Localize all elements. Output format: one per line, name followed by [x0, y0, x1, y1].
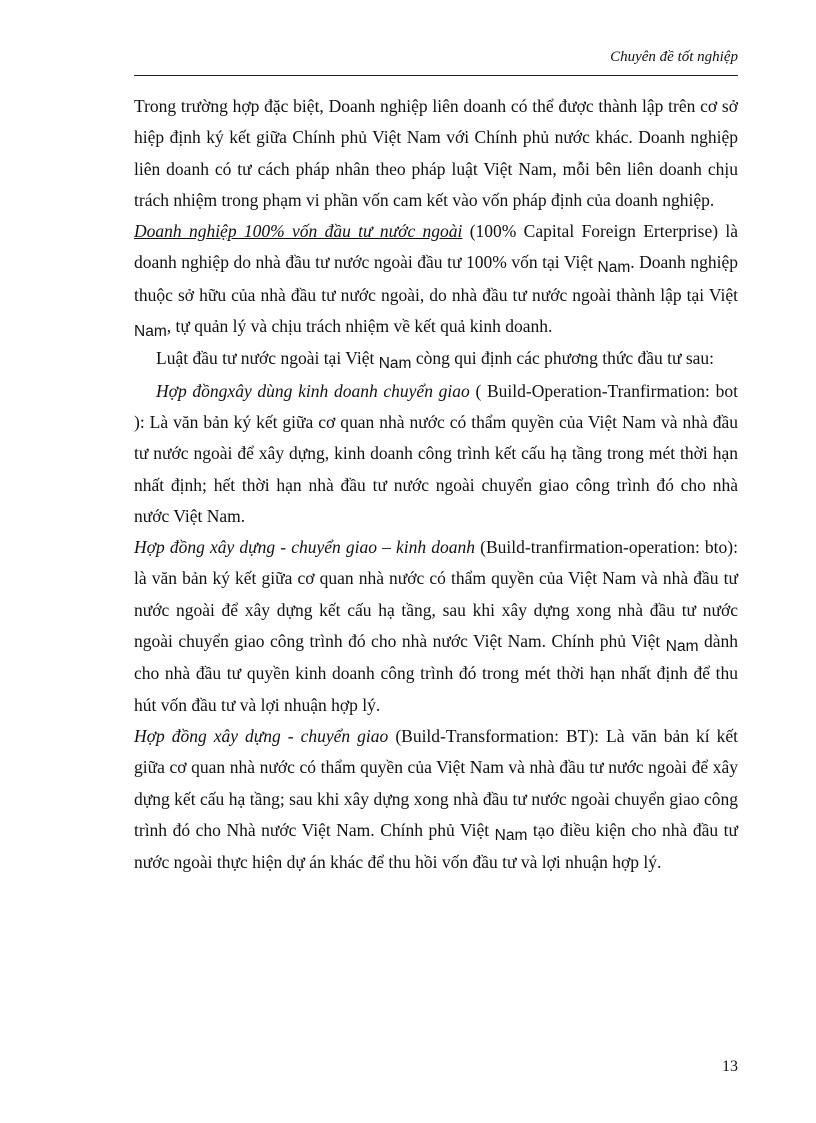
- running-header: Chuyên đề tốt nghiệp: [610, 49, 738, 65]
- country-word: Nam: [494, 826, 528, 844]
- document-body: [134, 91, 738, 878]
- paragraph-joint-venture: [134, 91, 738, 216]
- paragraph-text: ( Build-Operation-Tranfirmation: bot ): Là văn bản ký kết giữa cơ quan nhà nước có thẩm quyền của Việt Nam và nhà đầu tư nước ngoài để xây dựng, kinh doanh công trình kết cấu hạ tầng trong mét thời hạn nhất định; hết thời hạn nhà đầu tư nước ngoài chuyển giao công trình đó cho nhà nước Việt Nam.: [134, 380, 738, 526]
- paragraph-text: tạo điều kiện cho nhà đầu tư nước ngoài thực hiện dự án khác để thu hồi vốn đầu tư và lợi nhuận hợp lý.: [134, 819, 738, 873]
- page-number: 13: [722, 1058, 738, 1075]
- paragraph-text: Trong trường hợp đặc biệt, Doanh nghiệp liên doanh có thể được thành lập trên cơ sở hiệp định ký kết giữa Chính phủ Việt Nam với Chính phủ nước khác. Doanh nghiệp liên doanh có tư cách pháp nhân theo pháp luật Việt Nam, mỗi bên liên doanh chịu trách nhiệm trong phạm vi phần vốn cam kết vào vốn pháp định của doanh nghiệp.: [134, 96, 738, 210]
- paragraph-bt-contract: [134, 721, 738, 878]
- paragraph-text: (100% Capital Foreign Erterprise) là doanh nghiệp do nhà đầu tư nước ngoài đầu tư 100% vốn tại Việt: [134, 221, 738, 273]
- term-bot-contract: Hợp đồngxây dùng kinh doanh chuyển giao: [156, 380, 470, 401]
- term-foreign-enterprise: Doanh nghiệp 100% vốn đầu tư nước ngoài: [134, 221, 463, 242]
- paragraph-text: dành cho nhà đầu tư quyền kinh doanh công trình đó trong mét thời hạn nhất định để thu hút vốn đầu tư và lợi nhuận hợp lý.: [134, 631, 738, 715]
- paragraph-text: (Build-Transformation: BT): Là văn bản kí kết giữa cơ quan nhà nước có thẩm quyền của Việt Nam và nhà đầu tư nước ngoài để xây dựng kết cấu hạ tầng; sau khi xây dựng xong nhà đầu tư nước ngoài chuyển giao công trình đó cho Nhà nước Việt Nam. Chính phủ Việt: [134, 725, 738, 840]
- paragraph-foreign-enterprise: [134, 216, 738, 343]
- term-bto-contract: Hợp đồng xây dựng - chuyển giao – kinh doanh: [134, 537, 476, 558]
- paragraph-text: . Doanh nghiệp thuộc sở hữu của nhà đầu tư nước ngoài, do nhà đầu tư nước ngoài thành lập tại Việt: [134, 252, 738, 305]
- paragraph-text: còng qui định các phương thức đầu tư sau:: [411, 348, 715, 369]
- term-bt-contract: Hợp đồng xây dựng - chuyển giao: [134, 725, 389, 746]
- country-word: Nam: [378, 355, 412, 373]
- paragraph-bto-contract: [134, 532, 738, 721]
- country-word: Nam: [665, 638, 699, 656]
- country-word: Nam: [597, 259, 631, 277]
- paragraph-bot-contract: [134, 376, 738, 532]
- paragraph-investment-law: [134, 343, 738, 375]
- country-word: Nam: [134, 323, 167, 341]
- header-divider: [134, 75, 738, 76]
- paragraph-text: , tự quản lý và chịu trách nhiệm về kết quả kinh doanh.: [166, 316, 553, 337]
- paragraph-text: Luật đầu tư nước ngoài tại Việt: [156, 348, 379, 369]
- paragraph-text: (Build-tranfirmation-operation: bto): là văn bản ký kết giữa cơ quan nhà nước có thẩm quyền của Việt Nam và nhà đầu tư nước ngoài để xây dựng kết cấu hạ tầng, sau khi xây dựng xong nhà đầu tư nước ngoài chuyển giao công trình đó cho nhà nước Việt Nam. Chính phủ Việt: [134, 537, 738, 652]
